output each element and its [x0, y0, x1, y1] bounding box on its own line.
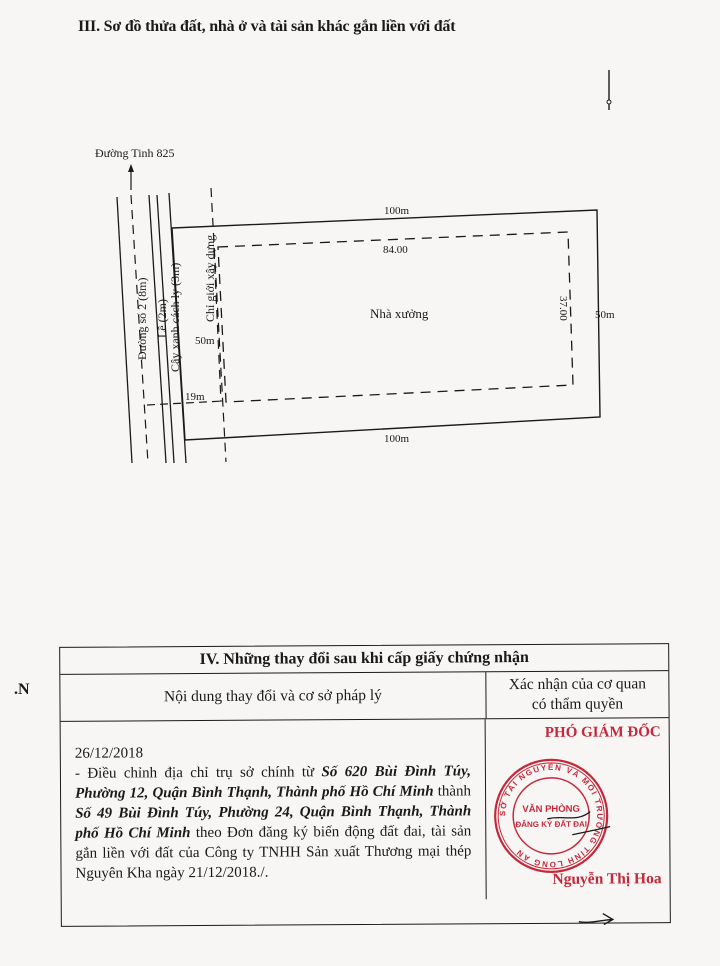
signature-mark-icon: [577, 910, 617, 926]
signer-name: Nguyễn Thị Hoa: [552, 870, 662, 888]
road-arrow-icon: [128, 164, 134, 190]
section-4-title: IV. Những thay đổi sau khi cấp giấy chứng nhận: [60, 644, 668, 675]
land-plot-diagram: [0, 0, 720, 480]
change-text-1: - Điều chỉnh địa chỉ trụ sở chính từ: [74, 764, 322, 782]
setback-label: Chỉ giới xây dựng: [203, 234, 217, 322]
new-address: Số 49 Bùi Đình Túy, Phường 24, Quận Bình Thạnh, Thành phố Hồ Chí Minh: [75, 803, 472, 842]
confirm-header-line1: Xác nhận của cơ quan: [508, 675, 647, 694]
table-row: [61, 718, 670, 902]
bottom-length-label: 100m: [384, 433, 410, 445]
change-content: [61, 719, 487, 902]
content-column-header: Nội dung thay đổi và cơ sở pháp lý: [60, 672, 486, 721]
confirm-header-line2: có thẩm quyền: [531, 695, 624, 713]
stamp-outer-text: SỞ TÀI NGUYÊN VÀ MÔI TRƯỜNG TỈNH LONG AN: [498, 762, 605, 869]
changes-table: [59, 643, 671, 927]
right-width-label: 50m: [595, 309, 615, 321]
sidewalk-label: Lề (2m): [155, 299, 169, 338]
left-width-label: 50m: [195, 335, 215, 347]
confirm-column-header: [486, 671, 668, 718]
road-label: Đường số 2 (8m): [135, 277, 149, 360]
margin-mark: .N: [14, 681, 30, 698]
change-date: 26/12/2018: [74, 745, 144, 762]
official-stamp-icon: [492, 757, 611, 876]
signer-position: PHÓ GIÁM ĐỐC: [544, 724, 661, 741]
confirmation-cell: [486, 718, 670, 899]
table-header-row: [60, 671, 668, 722]
old-address: Số 620 Bùi Đình Túy, Phường 12, Quận Bình Thạnh, Thành phố Hồ Chí Minh: [74, 763, 471, 802]
road-top-label: Đường Tinh 825: [95, 146, 175, 160]
stamp-line1: VĂN PHÒNG: [522, 803, 580, 816]
change-text-3: theo Đơn đăng ký biến động đất đai, tài sản gắn liền với đất của Công ty TNHH Sản xuất Thương mại thép Nguyên Kha ngày 21/12/2018./.: [75, 823, 472, 882]
change-text-2: thành: [433, 783, 472, 800]
section-3-title: III. Sơ đồ thửa đất, nhà ở và tài sản khác gắn liền với đất: [78, 18, 456, 35]
building-label: Nhà xưởng: [370, 306, 429, 321]
building-length-label: 84.00: [383, 244, 408, 256]
setback-distance-label: 19m: [185, 391, 205, 403]
stamp-line2: ĐĂNG KÝ ĐẤT ĐAI: [515, 819, 588, 830]
greenbelt-label: Cây xanh cách ly (3m): [168, 262, 182, 372]
building-width-label: 37.00: [557, 296, 569, 321]
top-length-label: 100m: [384, 205, 410, 217]
